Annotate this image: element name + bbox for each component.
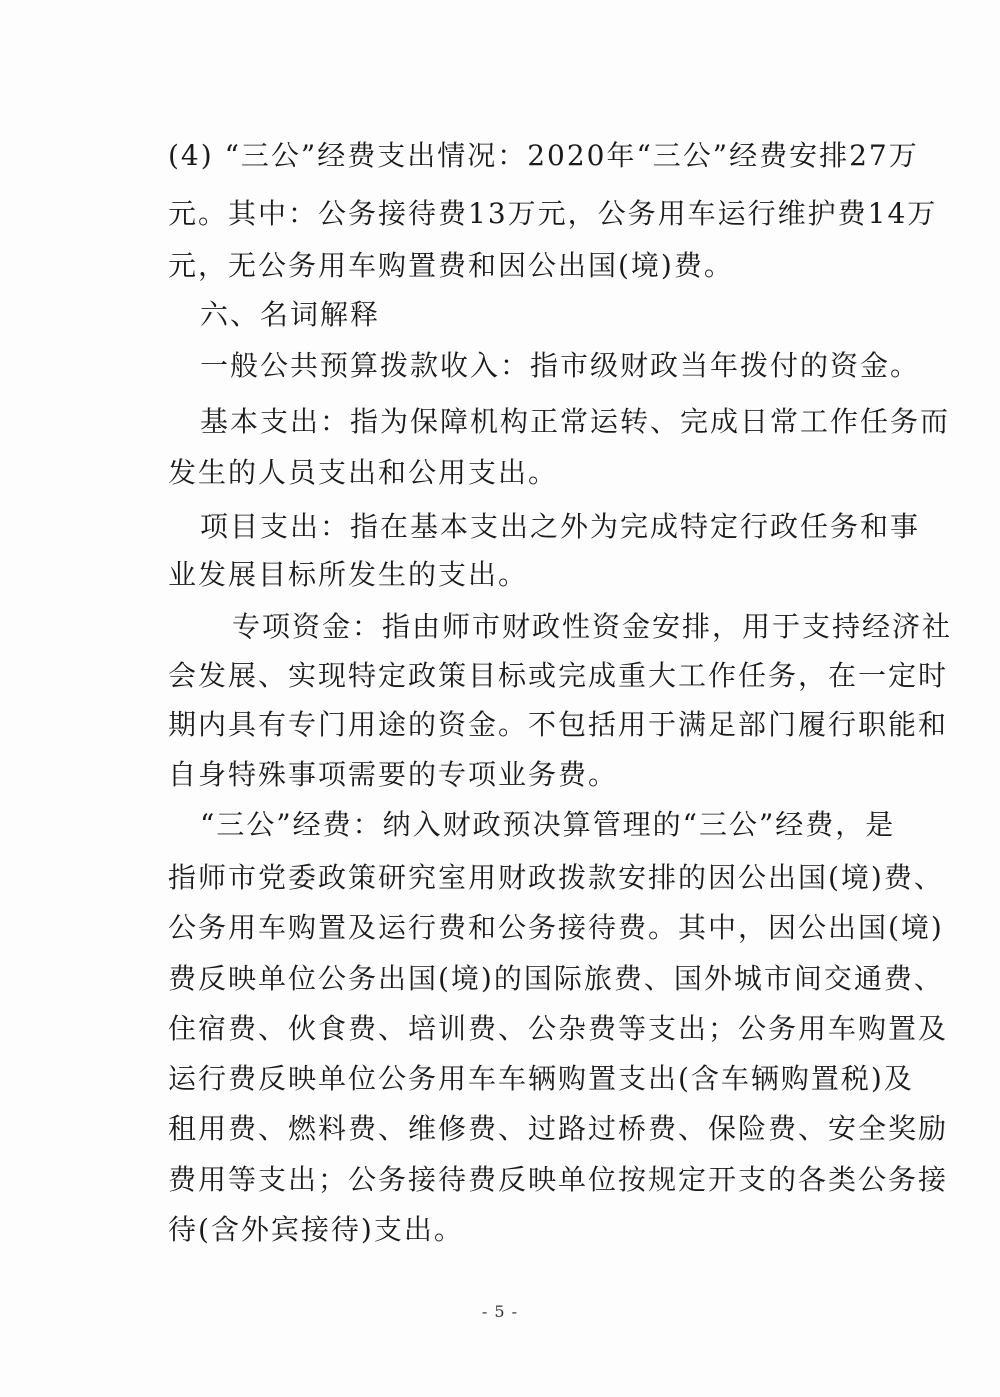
text-line-10: 专项资金：指由师市财政性资金安排，用于支持经济社 (232, 610, 953, 643)
text-line-9: 业发展目标所发生的支出。 (168, 558, 529, 591)
text-line-14: “三公”经费：纳入财政预决算管理的“三公”经费，是 (200, 808, 896, 841)
text-line-16: 公务用车购置及运行费和公务接待费。其中，因公出国(境) (168, 911, 944, 944)
text-line-20: 租用费、燃料费、维修费、过路过桥费、保险费、安全奖励 (168, 1112, 949, 1145)
text-line-15: 指师市党委政策研究室用财政拨款安排的因公出国(境)费、 (168, 861, 944, 894)
text-line-22: 待(含外宾接待)支出。 (168, 1213, 464, 1246)
text-line-12: 期内具有专门用途的资金。不包括用于满足部门履行职能和 (168, 708, 949, 741)
text-line-18: 住宿费、伙食费、培训费、公杂费等支出；公务用车购置及 (168, 1012, 949, 1045)
text-line-21: 费用等支出；公务接待费反映单位按规定开支的各类公务接 (168, 1163, 949, 1196)
text-line-7: 发生的人员支出和公用支出。 (168, 456, 559, 489)
text-line-3: 元，无公务用车购置费和因公出国(境)费。 (168, 249, 734, 282)
text-line-6: 基本支出：指为保障机构正常运转、完成日常工作任务而 (200, 405, 951, 438)
text-line-11: 会发展、实现特定政策目标或完成重大工作任务，在一定时 (168, 659, 949, 692)
page-number: - 5 - (481, 1302, 519, 1321)
text-line-1: (4) “三公”经费支出情况：2020年“三公”经费安排27万 (168, 139, 919, 172)
text-line-5: 一般公共预算拨款收入：指市级财政当年拨付的资金。 (200, 349, 921, 382)
text-line-2: 元。其中：公务接待费13万元，公务用车运行维护费14万 (168, 197, 938, 230)
section-heading: 六、名词解释 (200, 298, 381, 331)
text-line-8: 项目支出：指在基本支出之外为完成特定行政任务和事 (200, 510, 921, 543)
text-line-19: 运行费反映单位公务用车车辆购置支出(含车辆购置税)及 (168, 1062, 914, 1095)
text-line-13: 自身特殊事项需要的专项业务费。 (168, 758, 619, 791)
text-line-17: 费反映单位公务出国(境)的国际旅费、国外城市间交通费、 (168, 962, 944, 995)
